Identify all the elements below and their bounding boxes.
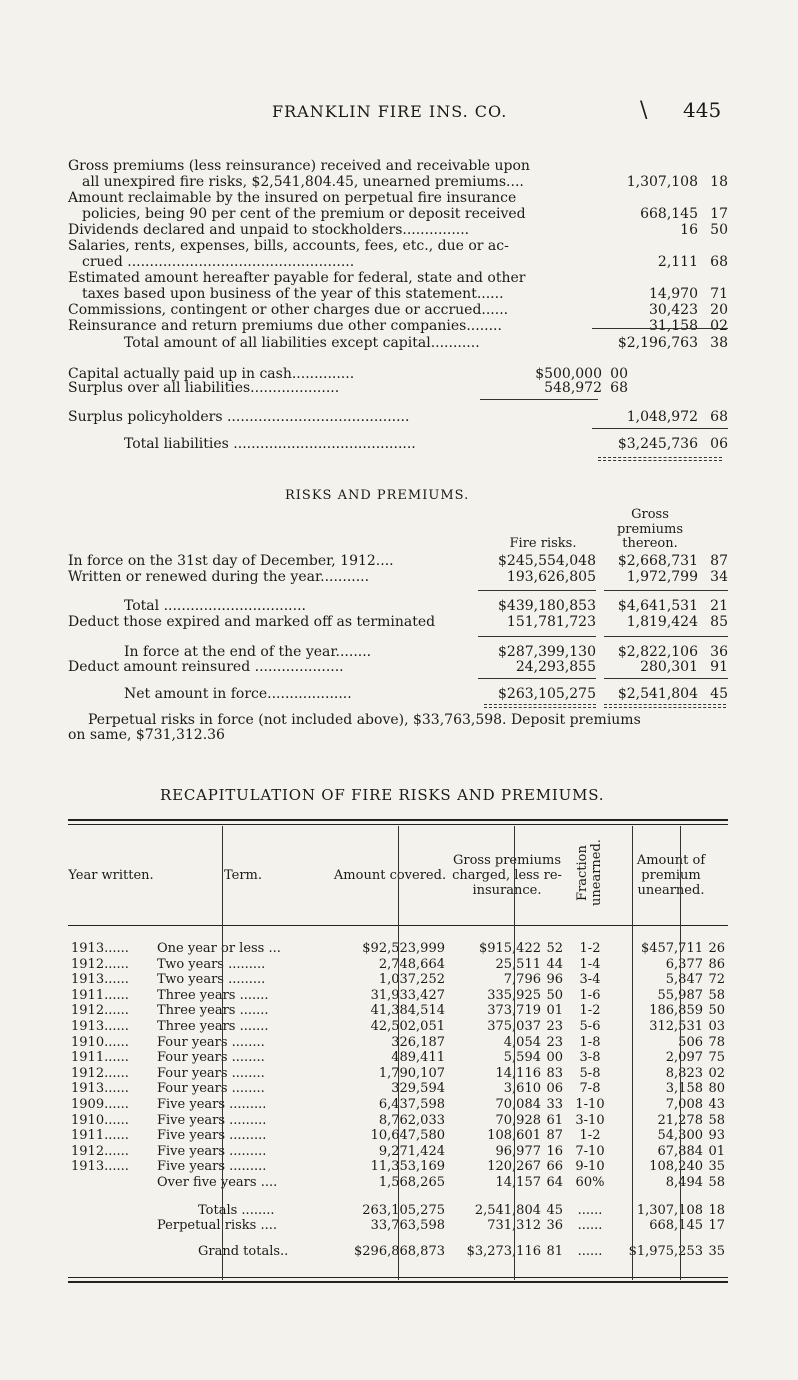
- liability-label: Estimated amount hereafter payable for federal, state and other: [68, 270, 526, 286]
- risk-label: Deduct amount reinsured ....................: [68, 659, 344, 675]
- unearned-cents: 86: [708, 956, 725, 972]
- risk-fire-value: 193,626,805: [506, 569, 596, 585]
- cell-fraction: 1-2: [579, 1128, 601, 1144]
- gross-cents: 44: [546, 956, 563, 972]
- gross-dollars: 14,157: [495, 1174, 541, 1190]
- cell-gross: [448, 957, 566, 973]
- liability-row: [68, 254, 728, 270]
- liability-amount: 668,145: [640, 206, 698, 222]
- sum-rule: [592, 328, 728, 329]
- cell-term: Four years ........: [157, 1050, 265, 1066]
- cell-gross: [448, 1081, 566, 1097]
- gross-cents: 01: [546, 1003, 563, 1019]
- gross-dollars: 70,084: [495, 1096, 541, 1112]
- cell-amount: 489,411: [391, 1050, 445, 1066]
- summary-label: Capital actually paid up in cash..............: [68, 366, 355, 382]
- risk-premium-value: 1,972,799: [626, 569, 698, 585]
- cell-amount: 41,384,514: [370, 1003, 445, 1019]
- risk-row: [68, 659, 728, 675]
- cell-fraction: 1-4: [579, 956, 601, 972]
- double-rule: [598, 457, 722, 461]
- cell-fraction: 1-2: [579, 941, 601, 956]
- gross-dollars: 96,977: [495, 1143, 541, 1159]
- summary-row: [68, 436, 728, 452]
- cell-gross: [448, 1128, 566, 1144]
- cell-term: Perpetual risks ....: [157, 1218, 277, 1234]
- cell-gross: [448, 1003, 566, 1019]
- cell-fraction: 9-10: [575, 1159, 605, 1175]
- cell-gross: [448, 1144, 566, 1160]
- risk-premium-value: $2,541,804: [617, 686, 698, 702]
- cell-gross: [448, 1175, 566, 1191]
- gross-dollars: 3,610: [503, 1081, 541, 1097]
- liability-label: Amount reclaimable by the insured on perpetual fire insurance: [68, 190, 517, 206]
- unearned-cents: 72: [708, 972, 725, 988]
- cell-amount: $92,523,999: [362, 941, 445, 956]
- recap-title: RECAPITULATION OF FIRE RISKS AND PREMIUMS.: [160, 786, 605, 804]
- unearned-dollars: 21,278: [657, 1112, 703, 1128]
- cell-fraction: 3-8: [579, 1050, 601, 1066]
- cell-term: Five years .........: [157, 1128, 267, 1144]
- premiums-header: thereon.: [622, 536, 678, 551]
- unearned-dollars: 668,145: [649, 1218, 703, 1234]
- risk-row: [68, 686, 728, 702]
- cell-year: 1912......: [71, 1065, 129, 1081]
- unearned-dollars: 54,300: [657, 1128, 703, 1144]
- cell-fraction: 7-10: [575, 1143, 605, 1159]
- perpetual-note: Perpetual risks in force (not included above), $33,763,598. Deposit premiums: [88, 712, 641, 728]
- risk-premium-value: $2,668,731: [617, 553, 698, 569]
- cell-term: Five years .........: [157, 1112, 267, 1128]
- cell-year: 1911......: [71, 1128, 129, 1144]
- risk-premium-cents: 45: [710, 686, 728, 702]
- gross-cents: 87: [546, 1128, 563, 1144]
- sum-rule: [604, 590, 728, 591]
- cell-amount: $296,868,873: [354, 1243, 445, 1259]
- cell-year: 1913......: [71, 941, 129, 956]
- cell-gross: [448, 1203, 566, 1219]
- risk-row: [68, 553, 728, 569]
- cell-term: Two years .........: [157, 972, 266, 988]
- liability-row: [68, 270, 728, 286]
- cell-term: Five years .........: [157, 1096, 267, 1112]
- liability-row: [68, 206, 728, 222]
- cell-year: 1912......: [71, 1143, 129, 1159]
- risk-fire-value: $287,399,130: [498, 644, 596, 660]
- double-rule: [484, 704, 596, 708]
- cell-term: Five years .........: [157, 1159, 267, 1175]
- cell-term: Totals ........: [198, 1202, 275, 1218]
- cell-fraction: 1-6: [579, 987, 601, 1003]
- cell-term: Three years .......: [157, 1018, 269, 1034]
- unearned-dollars: $457,711: [640, 941, 703, 956]
- cell-amount: 8,762,033: [378, 1112, 445, 1128]
- unearned-dollars: 2,097: [665, 1050, 703, 1066]
- liability-amount: 30,423: [649, 302, 698, 318]
- unearned-dollars: 55,987: [657, 987, 703, 1003]
- gross-cents: 36: [546, 1218, 563, 1234]
- header-amount: Amount covered.: [333, 867, 447, 883]
- perpetual-note: on same, $731,312.36: [68, 727, 225, 743]
- liability-cents: 50: [710, 222, 728, 238]
- unearned-dollars: 5,847: [665, 972, 703, 988]
- cell-fraction: 1-10: [575, 1096, 605, 1112]
- cell-gross: [448, 988, 566, 1004]
- unearned-cents: 35: [708, 1243, 725, 1259]
- risk-label: In force on the 31st day of December, 1912....: [68, 553, 394, 569]
- risk-row: [68, 569, 728, 585]
- cell-gross: [448, 1097, 566, 1113]
- cell-year: [68, 1218, 154, 1234]
- liability-cents: 68: [710, 254, 728, 270]
- summary-label: Total liabilities .........................................: [124, 436, 416, 452]
- header-fraction: [566, 823, 614, 927]
- liability-label: Salaries, rents, expenses, bills, accounts, fees, etc., due or ac-: [68, 238, 509, 254]
- cell-amount: 42,502,051: [370, 1018, 445, 1034]
- cell-amount: 326,187: [391, 1034, 445, 1050]
- risk-row: [68, 598, 728, 614]
- liability-amount: 31,158: [649, 318, 698, 334]
- page-header-title: FRANKLIN FIRE INS. CO.: [272, 102, 508, 121]
- summary-cents: 00: [610, 366, 628, 382]
- cell-gross: [448, 941, 566, 957]
- gross-cents: 96: [546, 972, 563, 988]
- summary-label: Total amount of all liabilities except capital...........: [124, 335, 480, 351]
- unearned-cents: 18: [708, 1202, 725, 1218]
- liability-label: policies, being 90 per cent of the premium or deposit received: [82, 206, 526, 222]
- unearned-cents: 58: [708, 1174, 725, 1190]
- cell-gross: [448, 1066, 566, 1082]
- cell-term: One year or less ...: [157, 941, 281, 956]
- gross-cents: 83: [546, 1065, 563, 1081]
- cell-year: 1912......: [71, 1003, 129, 1019]
- risks-title: RISKS AND PREMIUMS.: [285, 488, 470, 503]
- double-rule: [604, 704, 726, 708]
- unearned-cents: 35: [708, 1159, 725, 1175]
- unearned-cents: 02: [708, 1065, 725, 1081]
- liability-label: all unexpired fire risks, $2,541,804.45, unearned premiums....: [82, 174, 524, 190]
- cell-year: [68, 1175, 154, 1191]
- unearned-dollars: 506: [678, 1034, 703, 1050]
- cell-year: 1909......: [71, 1096, 129, 1112]
- gross-cents: 00: [546, 1050, 563, 1066]
- unearned-cents: 58: [708, 1112, 725, 1128]
- gross-dollars: 25,511: [495, 956, 541, 972]
- cell-amount: 33,763,598: [370, 1218, 445, 1234]
- liability-cents: 71: [710, 286, 728, 302]
- liability-label: Gross premiums (less reinsurance) received and receivable upon: [68, 158, 530, 174]
- cell-gross: [448, 1244, 566, 1260]
- cell-amount: 263,105,275: [362, 1202, 445, 1218]
- fire-risks-header: Fire risks.: [509, 536, 577, 551]
- summary-amount: 1,048,972: [626, 409, 698, 425]
- page-mark: \: [640, 98, 648, 123]
- cell-year: 1910......: [71, 1112, 129, 1128]
- page-number: 445: [683, 98, 722, 122]
- gross-dollars: 4,054: [503, 1034, 541, 1050]
- risk-label: In force at the end of the year........: [124, 644, 372, 660]
- risk-premium-value: 280,301: [640, 659, 698, 675]
- gross-cents: 06: [546, 1081, 563, 1097]
- gross-dollars: 7,796: [503, 972, 541, 988]
- cell-term: Two years .........: [157, 956, 266, 972]
- risk-label: Net amount in force...................: [124, 686, 352, 702]
- cell-gross: [448, 1159, 566, 1175]
- cell-gross: [448, 1218, 566, 1234]
- risk-row: [68, 614, 728, 630]
- cell-year: 1910......: [71, 1034, 129, 1050]
- summary-label: Surplus policyholders .........................................: [68, 409, 410, 425]
- unearned-cents: 58: [708, 987, 725, 1003]
- sum-rule: [592, 428, 728, 429]
- sum-rule: [478, 636, 596, 637]
- unearned-dollars: 186,859: [649, 1003, 703, 1019]
- gross-cents: 52: [546, 941, 563, 956]
- unearned-cents: 78: [708, 1034, 725, 1050]
- cell-term: Five years .........: [157, 1143, 267, 1159]
- unearned-cents: 01: [708, 1143, 725, 1159]
- unearned-dollars: 312,531: [649, 1018, 703, 1034]
- cell-gross: [448, 1113, 566, 1129]
- header-unearned: Amount of premium unearned.: [636, 852, 706, 898]
- column-divider: [398, 826, 399, 1280]
- summary-cents: 06: [710, 436, 728, 452]
- gross-dollars: $3,273,116: [466, 1243, 541, 1259]
- cell-fraction: 3-4: [579, 972, 601, 988]
- risk-premium-cents: 36: [710, 644, 728, 660]
- gross-dollars: 731,312: [487, 1218, 541, 1234]
- cell-amount: 1,037,252: [378, 972, 445, 988]
- risk-premium-value: 1,819,424: [626, 614, 698, 630]
- gross-dollars: 2,541,804: [474, 1202, 541, 1218]
- gross-dollars: $915,422: [478, 941, 541, 956]
- liability-cents: 17: [710, 206, 728, 222]
- liability-label: taxes based upon business of the year of this statement......: [82, 286, 504, 302]
- gross-cents: 23: [546, 1034, 563, 1050]
- risk-label: Written or renewed during the year...........: [68, 569, 370, 585]
- sum-rule: [480, 399, 598, 400]
- cell-amount: 6,437,598: [378, 1096, 445, 1112]
- cell-year: [68, 1203, 154, 1219]
- unearned-dollars: 8,823: [665, 1065, 703, 1081]
- liability-row: [68, 286, 728, 302]
- cell-fraction: 60%: [575, 1174, 605, 1190]
- cell-amount: 1,568,265: [378, 1174, 445, 1190]
- gross-dollars: 70,928: [495, 1112, 541, 1128]
- cell-term: Four years ........: [157, 1034, 265, 1050]
- risk-fire-value: 24,293,855: [515, 659, 596, 675]
- unearned-dollars: 6,377: [665, 956, 703, 972]
- unearned-cents: 43: [708, 1096, 725, 1112]
- cell-year: 1911......: [71, 1050, 129, 1066]
- liability-row: [68, 190, 728, 206]
- gross-dollars: 373,719: [487, 1003, 541, 1019]
- summary-cents: 68: [610, 380, 628, 396]
- cell-amount: 10,647,580: [370, 1128, 445, 1144]
- cell-fraction: 5-6: [579, 1018, 601, 1034]
- column-divider: [680, 826, 681, 1280]
- cell-amount: 31,933,427: [370, 987, 445, 1003]
- liability-amount: 16: [680, 222, 698, 238]
- gross-cents: 16: [546, 1143, 563, 1159]
- summary-amount: $500,000: [535, 366, 602, 382]
- summary-row: [68, 409, 728, 425]
- gross-dollars: 335,925: [487, 987, 541, 1003]
- cell-term: Grand totals..: [198, 1243, 289, 1259]
- cell-term: Four years ........: [157, 1065, 265, 1081]
- unearned-cents: 80: [708, 1081, 725, 1097]
- risk-premium-value: $4,641,531: [617, 598, 698, 614]
- risk-premium-cents: 91: [710, 659, 728, 675]
- liability-row: [68, 238, 728, 254]
- header-gross: Gross premiums charged, less re-insurance.: [452, 852, 562, 898]
- cell-term: Three years .......: [157, 987, 269, 1003]
- unearned-cents: 03: [708, 1018, 725, 1034]
- risk-premium-cents: 21: [710, 598, 728, 614]
- cell-term: Three years .......: [157, 1003, 269, 1019]
- liability-amount: 1,307,108: [626, 174, 698, 190]
- summary-label: Surplus over all liabilities....................: [68, 380, 340, 396]
- cell-amount: 11,353,169: [370, 1159, 445, 1175]
- gross-dollars: 120,267: [487, 1159, 541, 1175]
- summary-cents: 68: [710, 409, 728, 425]
- summary-row: [68, 335, 728, 351]
- gross-cents: 23: [546, 1018, 563, 1034]
- cell-fraction: ......: [577, 1202, 603, 1218]
- liability-row: [68, 174, 728, 190]
- summary-amount: $2,196,763: [617, 335, 698, 351]
- gross-dollars: 108,601: [487, 1128, 541, 1144]
- unearned-dollars: $1,975,253: [628, 1243, 703, 1259]
- cell-gross: [448, 1035, 566, 1051]
- unearned-dollars: 1,307,108: [636, 1202, 703, 1218]
- risk-fire-value: $263,105,275: [498, 686, 596, 702]
- gross-cents: 45: [546, 1202, 563, 1218]
- liability-row: [68, 158, 728, 174]
- cell-term: Over five years ....: [157, 1174, 278, 1190]
- cell-term: Four years ........: [157, 1081, 265, 1097]
- gross-dollars: 375,037: [487, 1018, 541, 1034]
- header-fraction-text: Fraction unearned.: [575, 839, 604, 907]
- risk-fire-value: $245,554,048: [498, 553, 596, 569]
- gross-dollars: 14,116: [495, 1065, 541, 1081]
- unearned-dollars: 7,008: [665, 1096, 703, 1112]
- unearned-cents: 75: [708, 1050, 725, 1066]
- unearned-dollars: 8,494: [665, 1174, 703, 1190]
- cell-year: [68, 1244, 154, 1260]
- cell-year: 1911......: [71, 987, 129, 1003]
- risk-fire-value: $439,180,853: [498, 598, 596, 614]
- liability-row: [68, 302, 728, 318]
- gross-cents: 61: [546, 1112, 563, 1128]
- liability-amount: 14,970: [649, 286, 698, 302]
- unearned-dollars: 108,240: [649, 1159, 703, 1175]
- risk-label: Deduct those expired and marked off as terminated: [68, 614, 436, 630]
- cell-fraction: 1-2: [579, 1003, 601, 1019]
- gross-dollars: 5,594: [503, 1050, 541, 1066]
- gross-cents: 64: [546, 1174, 563, 1190]
- unearned-cents: 17: [708, 1218, 725, 1234]
- cell-year: 1912......: [71, 956, 129, 972]
- risk-premium-value: $2,822,106: [617, 644, 698, 660]
- cell-year: 1913......: [71, 1018, 129, 1034]
- header-term: Term.: [223, 867, 263, 883]
- unearned-dollars: 3,158: [665, 1081, 703, 1097]
- unearned-cents: 93: [708, 1128, 725, 1144]
- header-year: Year written.: [68, 867, 154, 883]
- sum-rule: [478, 590, 596, 591]
- cell-fraction: 1-8: [579, 1034, 601, 1050]
- liability-row: [68, 222, 728, 238]
- cell-amount: 329,594: [391, 1081, 445, 1097]
- gross-cents: 81: [546, 1243, 563, 1259]
- cell-gross: [448, 1019, 566, 1035]
- cell-amount: 1,790,107: [378, 1065, 445, 1081]
- risk-row: [68, 644, 728, 660]
- unearned-dollars: 67,884: [657, 1143, 703, 1159]
- summary-cents: 38: [710, 335, 728, 351]
- cell-fraction: 3-10: [575, 1112, 605, 1128]
- unearned-cents: 50: [708, 1003, 725, 1019]
- liability-label: crued ...................................................: [82, 254, 355, 270]
- cell-amount: 2,748,664: [378, 956, 445, 972]
- column-divider: [514, 826, 515, 1280]
- unearned-cents: 26: [708, 941, 725, 956]
- liability-cents: 02: [710, 318, 728, 334]
- cell-amount: 9,271,424: [378, 1143, 445, 1159]
- summary-amount: 548,972: [544, 380, 602, 396]
- gross-cents: 66: [546, 1159, 563, 1175]
- cell-year: 1913......: [71, 1159, 129, 1175]
- column-divider: [632, 826, 633, 1280]
- cell-fraction: 5-8: [579, 1065, 601, 1081]
- risk-premium-cents: 87: [710, 553, 728, 569]
- liability-amount: 2,111: [657, 254, 698, 270]
- cell-fraction: ......: [577, 1218, 603, 1234]
- summary-amount: $3,245,736: [617, 436, 698, 452]
- sum-rule: [478, 678, 596, 679]
- risk-premium-cents: 85: [710, 614, 728, 630]
- gross-cents: 33: [546, 1096, 563, 1112]
- liability-label: Commissions, contingent or other charges due or accrued......: [68, 302, 509, 318]
- liability-row: [68, 318, 728, 334]
- cell-year: 1913......: [71, 972, 129, 988]
- premiums-header: Gross: [631, 507, 669, 522]
- gross-cents: 50: [546, 987, 563, 1003]
- risk-fire-value: 151,781,723: [506, 614, 596, 630]
- liability-cents: 20: [710, 302, 728, 318]
- column-divider: [222, 826, 223, 1280]
- sum-rule: [604, 636, 728, 637]
- liability-label: Reinsurance and return premiums due other companies........: [68, 318, 502, 334]
- liability-label: Dividends declared and unpaid to stockholders...............: [68, 222, 470, 238]
- cell-fraction: 7-8: [579, 1081, 601, 1097]
- liability-cents: 18: [710, 174, 728, 190]
- cell-gross: [448, 1050, 566, 1066]
- premiums-header: premiums: [616, 521, 684, 537]
- sum-rule: [604, 678, 728, 679]
- summary-row: [68, 380, 728, 396]
- cell-fraction: ......: [577, 1243, 603, 1259]
- cell-year: 1913......: [71, 1081, 129, 1097]
- risk-label: Total ................................: [124, 598, 306, 614]
- risk-premium-cents: 34: [710, 569, 728, 585]
- cell-gross: [448, 972, 566, 988]
